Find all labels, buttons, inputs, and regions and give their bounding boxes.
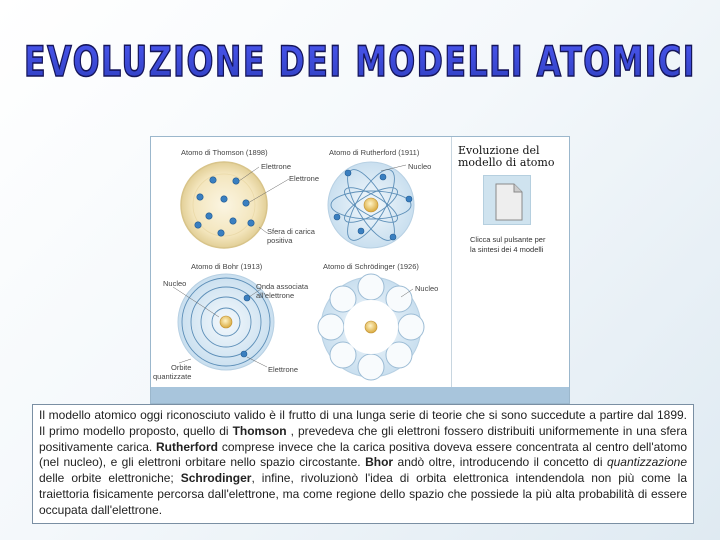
bohr-electron-label: Elettrone <box>268 365 299 374</box>
side-panel-caption: Clicca sul pulsante per la sintesi dei 4 modelli <box>470 235 546 254</box>
summary-button[interactable] <box>483 175 531 225</box>
schrodinger-nucleus-label: Nucleo <box>415 284 439 293</box>
slide-title-banner <box>10 16 710 106</box>
rutherford-heading: Atomo di Rutherford (1911) <box>329 148 420 157</box>
schrodinger-heading: Atomo di Schrödinger (1926) <box>323 262 419 271</box>
side-panel <box>451 137 569 387</box>
quantizzazione-term: quantizzazione <box>606 455 687 470</box>
schrodinger-name: Schrodinger <box>180 471 252 486</box>
side-panel-title: Evoluzione del modello di atomo <box>458 144 555 169</box>
bohr-heading: Atomo di Bohr (1913) <box>191 262 263 271</box>
schrodinger-model <box>318 274 424 380</box>
bohr-nucleus-label: Nucleo <box>163 279 187 288</box>
thomson-sphere-label: Sfera di carica positiva <box>267 227 315 245</box>
description-text: Il modello atomico oggi riconosciuto valido è il frutto di una lunga serie di teorie che si sono succedute a partire dal 1899. Il primo modello proposto, quello di Thomson , prevedeva che gli elettroni fossero distribuiti uniformemente in una sfera positivamente carica. Rutherford comprese invece che la carica positiva doveva essere concentrata al centro dell'atomo (nel nucleo), e gli elettroni orbitare nello spazio circostante. Bhor andò oltre, introducendo il concetto di quantizzazione delle orbite elettroniche; Schrodinger, infine, rivoluzionò l'idea di orbita elettronica intendendola non più come la traiettoria fisicamente percorsa dall'elettrone, ma come regione dello spazio che possiede la più alta probabilità di essere occupata dall'elettrone. <box>32 404 694 524</box>
bohr-wave-label: Onda associata all'elettrone <box>256 282 309 300</box>
rutherford-name: Rutherford <box>156 439 219 454</box>
slide-title: EVOLUZIONE DEI MODELLI ATOMICI <box>24 37 696 86</box>
document-icon <box>484 176 532 226</box>
rutherford-model <box>328 162 414 248</box>
atomic-models-figure <box>150 136 570 404</box>
thomson-heading: Atomo di Thomson (1898) <box>181 148 268 157</box>
figure-bottom-strip <box>151 387 569 403</box>
bhor-name: Bhor <box>365 455 394 470</box>
rutherford-nucleus-label: Nucleo <box>408 162 432 171</box>
bohr-orbits-label: Orbite quantizzate <box>153 363 192 381</box>
thomson-name: Thomson <box>232 423 287 438</box>
thomson-electron-label-2: Elettrone <box>289 174 320 183</box>
thomson-electron-label: Elettrone <box>261 162 292 171</box>
